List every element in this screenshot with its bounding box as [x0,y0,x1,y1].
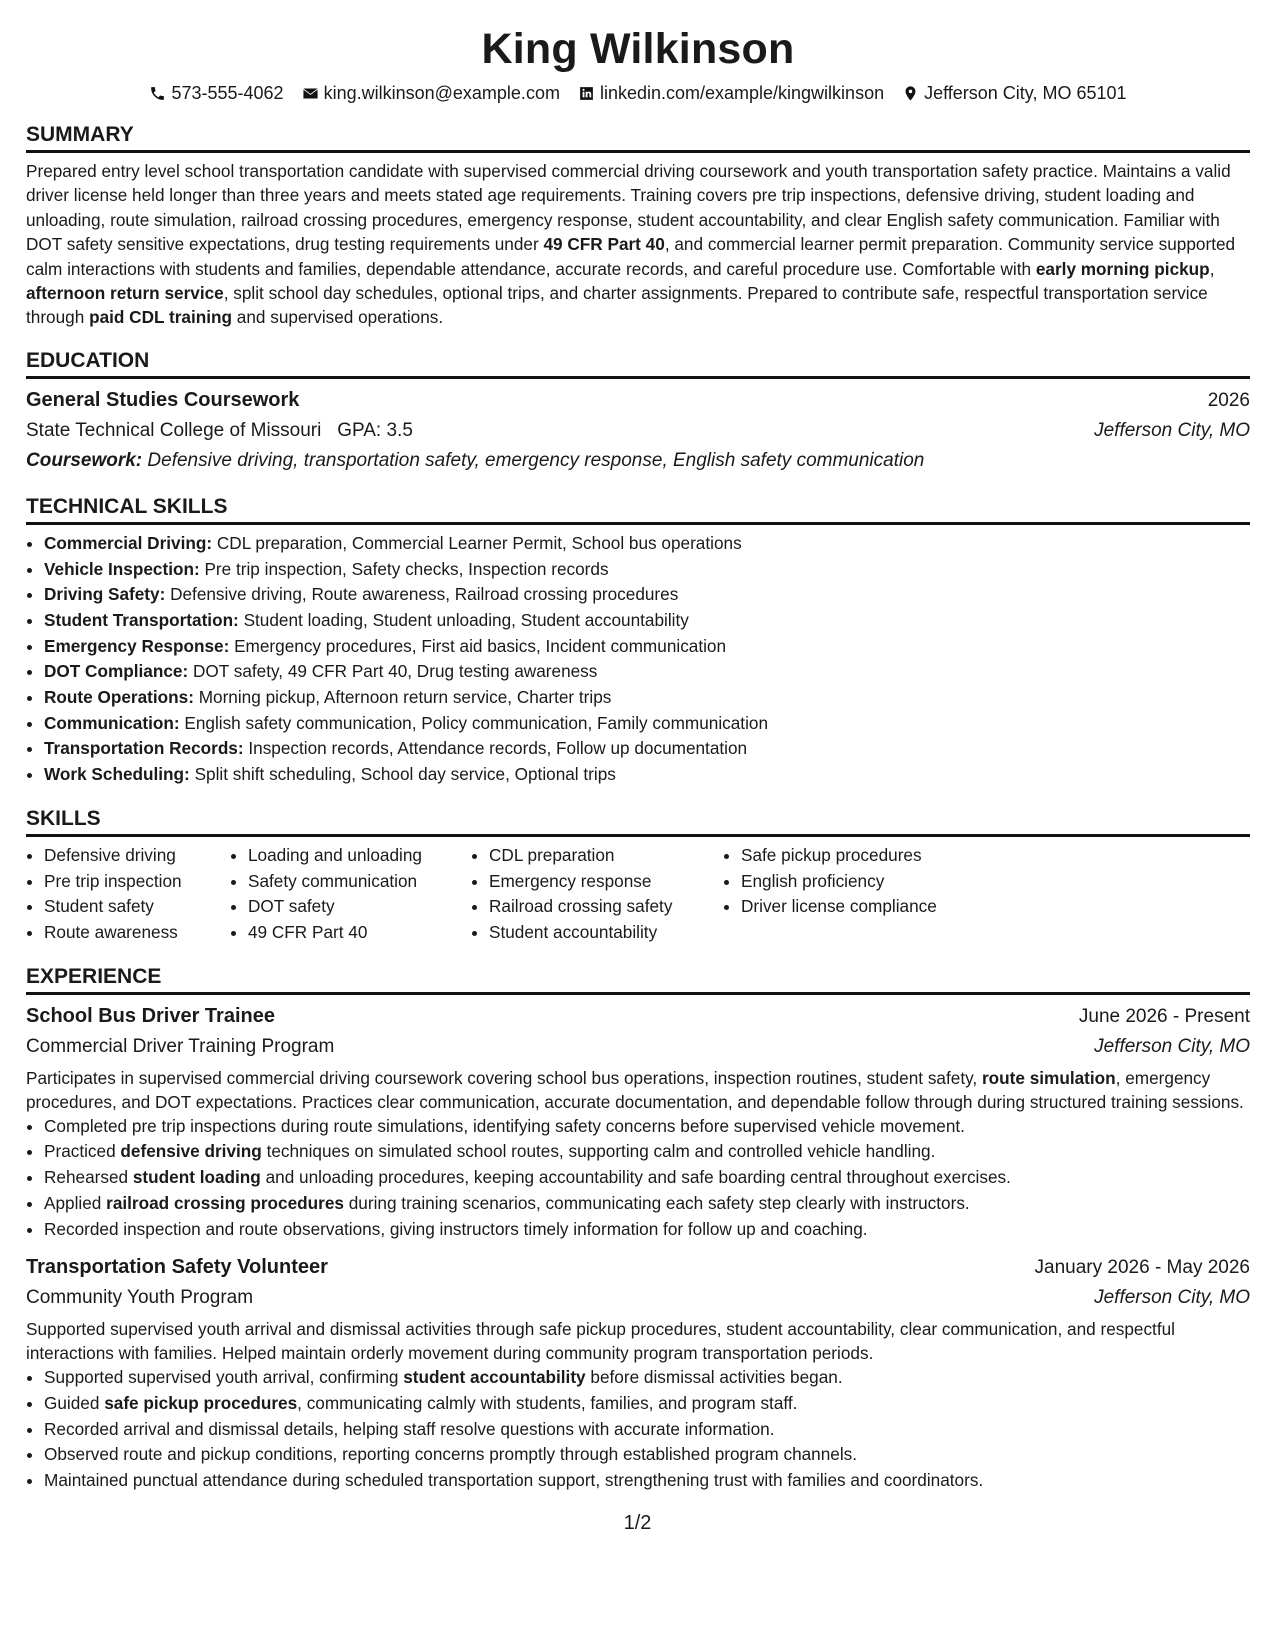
contact-location [902,82,1126,104]
job-location: Jefferson City, MO [1094,1035,1250,1057]
map-pin-icon [902,85,919,102]
skill-item: • Pre trip inspection [44,869,230,895]
summary-section [26,121,1250,330]
skill-values: Split shift scheduling, School day service, Optional trips [189,764,616,785]
degree-title: General Studies Coursework [26,388,300,411]
bold-text: route simulation [981,1067,1116,1088]
section-title-technical-skills: TECHNICAL SKILLS [26,493,1250,525]
text-segment: during training scenarios, communicating each safety step clearly with instructors. [343,1192,970,1213]
summary-text [26,159,1250,330]
school-text: State Technical College of Missouri [26,419,322,441]
skill-category: Driving Safety: [44,584,166,605]
bold-text: afternoon return service [26,283,224,304]
contact-linkedin[interactable] [578,82,884,104]
job-bullet [44,1391,1250,1417]
text-segment: Prepared entry level school transportation candidate with supervised commercial driving coursework and youth transportation safety practice. Maintains a valid driver license held longer than three years and meets stated age requirements. Training covers pre trip inspections, defensive driving, student loading and unloading, route simulation, railroad crossing procedures, emergency response, student accountability, and clear English safety communication. Familiar with DOT safety sensitive expectations, drug testing requirements under [26,161,1231,255]
job-organization: Community Youth Program [26,1287,254,1309]
skill-item: • 49 CFR Part 40 [248,920,471,946]
skill-item: • Safe pickup procedures [741,843,981,869]
experience-list [26,1001,1250,1494]
skill-item: • Emergency response [489,869,723,895]
skill-item: • English proficiency [741,869,981,895]
experience-section [26,963,1250,1494]
skill-category: Student Transportation: [44,609,239,630]
bold-text: safe pickup procedures [104,1392,298,1413]
skill-item: • Defensive driving [44,843,230,869]
gpa-text: GPA: 3.5 [337,419,413,441]
bold-text: paid CDL training [89,307,232,328]
skill-item: • CDL preparation [489,843,723,869]
job-dates: June 2026 - Present [1078,1005,1250,1027]
experience-entry [26,1001,1250,1243]
text-segment: , and commercial learner permit preparation. Community service supported calm interactions with students and families, dependable attendance, accurate records, and careful procedure use. Comfortable with [26,234,1236,279]
skill-values: Student loading, Student unloading, Student accountability [238,609,689,630]
coursework-text: Defensive driving, transportation safety, emergency response, English safety communication [147,449,925,471]
text-segment: before dismissal activities began. [585,1367,843,1388]
coursework-label: Coursework: [26,449,143,471]
skill-item: • Loading and unloading [248,843,471,869]
text-segment: Observed route and pickup conditions, reporting concerns promptly through established program channels. [44,1444,858,1465]
phone-text: 573-555-4062 [171,83,284,103]
skill-category: Commercial Driving: [44,532,213,553]
job-bullet [44,1139,1250,1165]
education-year: 2026 [1207,389,1250,411]
job-bullet [44,1365,1250,1391]
section-title-experience: EXPERIENCE [26,963,1250,995]
job-bullet [44,1468,1250,1494]
skill-item: • Student accountability [489,920,723,946]
text-segment: Practiced [44,1141,121,1162]
technical-skill-item [44,659,1250,685]
text-segment: Supported supervised youth arrival and dismissal activities through safe pickup procedures, student accountability, clear communication, and respectful interactions with families. Helped maintain orderly movement during community program transportation periods. [26,1319,1175,1364]
bold-text: railroad crossing procedures [106,1192,344,1213]
skills-column [230,843,471,946]
coursework-line [26,446,1250,476]
skill-item: • Route awareness [44,920,230,946]
technical-skills-list [26,531,1250,788]
skills-column [471,843,723,946]
bold-text: student loading [132,1167,261,1188]
job-bullet [44,1191,1250,1217]
text-segment: Applied [44,1192,107,1213]
location-text: Jefferson City, MO 65101 [924,83,1127,103]
job-bullet [44,1442,1250,1468]
text-segment: , [1209,258,1215,279]
job-description [26,1066,1250,1114]
skill-values: English safety communication, Policy communication, Family communication [179,712,769,733]
skill-values: Emergency procedures, First aid basics, Incident communication [229,635,727,656]
page-number: 1/2 [623,1512,652,1534]
text-segment: , split school day schedules, optional trips, and charter assignments. Prepared to contribute safe, respectful transportation service through [26,283,1208,328]
job-dates: January 2026 - May 2026 [1034,1257,1250,1279]
skill-item: • Railroad crossing safety [489,894,723,920]
text-segment: Guided [44,1392,105,1413]
experience-entry [26,1252,1250,1494]
technical-skill-item [44,762,1250,788]
technical-skill-item [44,608,1250,634]
school-location: Jefferson City, MO [1094,419,1250,441]
technical-skill-item [44,685,1250,711]
job-description [26,1317,1250,1365]
text-segment: , communicating calmly with students, families, and program staff. [297,1392,798,1413]
skills-section [26,805,1250,946]
skill-category: DOT Compliance: [44,661,189,682]
skill-values: Morning pickup, Afternoon return service, Charter trips [193,687,612,708]
technical-skill-item [44,634,1250,660]
text-segment: Maintained punctual attendance during scheduled transportation support, strengthening trust with families and coordinators. [44,1470,984,1491]
text-segment: Participates in supervised commercial driving coursework covering school bus operations, inspection routines, student safety, [26,1067,982,1088]
candidate-name: King Wilkinson [481,25,795,73]
linkedin-text: linkedin.com/example/kingwilkinson [599,83,885,103]
job-bullet [44,1217,1250,1243]
skill-values: Inspection records, Attendance records, Follow up documentation [243,738,748,759]
education-section [26,347,1250,476]
technical-skill-item [44,711,1250,737]
skill-category: Route Operations: [44,687,194,708]
skill-category: Emergency Response: [44,635,230,656]
text-segment: Completed pre trip inspections during route simulations, identifying safety concerns before supervised vehicle movement. [44,1115,965,1136]
text-segment: and supervised operations. [232,307,444,328]
text-segment: Rehearsed [44,1167,133,1188]
contact-bar [26,82,1250,104]
skill-values: Pre trip inspection, Safety checks, Inspection records [199,558,609,579]
skill-values: CDL preparation, Commercial Learner Permit, School bus operations [212,532,742,553]
bold-text: defensive driving [120,1141,262,1162]
skill-category: Vehicle Inspection: [44,558,200,579]
job-bullets [26,1365,1250,1494]
text-segment: Recorded arrival and dismissal details, helping staff resolve questions with accurate information. [44,1418,775,1439]
skill-values: DOT safety, 49 CFR Part 40, Drug testing awareness [188,661,598,682]
job-title: Transportation Safety Volunteer [26,1256,328,1279]
skill-values: Defensive driving, Route awareness, Railroad crossing procedures [165,584,679,605]
job-organization: Commercial Driver Training Program [26,1035,335,1057]
job-title: School Bus Driver Trainee [26,1004,275,1027]
job-bullet [44,1417,1250,1443]
envelope-icon [302,85,319,102]
skill-item: • Driver license compliance [741,894,981,920]
text-segment: and unloading procedures, keeping accountability and safe boarding central throughout exercises. [260,1167,1011,1188]
section-title-summary: SUMMARY [26,121,1250,153]
technical-skill-item [44,557,1250,583]
skill-item: • DOT safety [248,894,471,920]
text-segment: Recorded inspection and route observations, giving instructors timely information for follow up and coaching. [44,1218,868,1239]
job-bullet [44,1165,1250,1191]
skill-item: • Safety communication [248,869,471,895]
bold-text: 49 CFR Part 40 [543,234,665,255]
skills-grid [26,843,1250,946]
job-location: Jefferson City, MO [1094,1287,1250,1309]
text-segment: , emergency procedures, and DOT expectations. Practices clear communication, accurate documentation, and dependable follow through during structured training sessions. [26,1067,1244,1112]
skills-column [26,843,230,946]
bold-text: student accountability [403,1367,586,1388]
text-segment: Supported supervised youth arrival, confirming [44,1367,404,1388]
contact-email[interactable] [302,82,560,104]
bold-text: early morning pickup [1035,258,1210,279]
skill-item: • Student safety [44,894,230,920]
section-title-skills: SKILLS [26,805,1250,837]
school-name [26,416,413,446]
technical-skill-item [44,736,1250,762]
skill-category: Work Scheduling: [44,764,190,785]
job-bullets [26,1114,1250,1243]
text-segment: techniques on simulated school routes, supporting calm and controlled vehicle handling. [261,1141,936,1162]
skill-category: Transportation Records: [44,738,244,759]
skills-column [723,843,981,946]
phone-icon [149,85,166,102]
contact-phone[interactable] [149,82,283,104]
technical-skill-item [44,531,1250,557]
linkedin-icon [578,85,595,102]
technical-skills-section [26,493,1250,788]
job-bullet [44,1114,1250,1140]
skill-category: Communication: [44,712,180,733]
technical-skill-item [44,582,1250,608]
email-text: king.wilkinson@example.com [323,83,560,103]
section-title-education: EDUCATION [26,347,1250,379]
resume-page [26,18,1250,1504]
